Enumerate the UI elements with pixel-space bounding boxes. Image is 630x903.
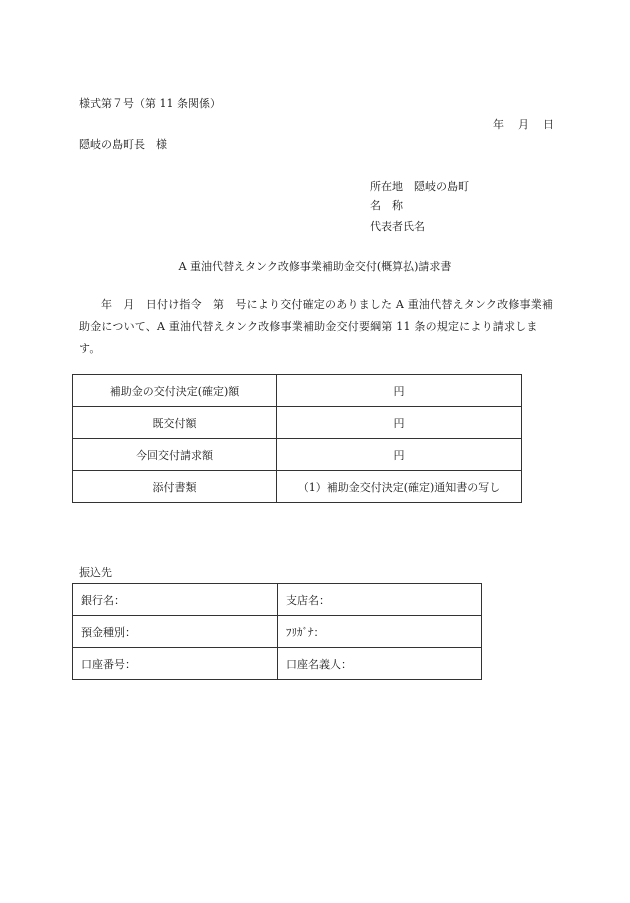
table-row bbox=[73, 648, 482, 680]
row-label: 添付書類 bbox=[73, 471, 277, 503]
table-row bbox=[73, 584, 482, 616]
table-row bbox=[73, 471, 522, 503]
row-label: 既交付額 bbox=[73, 407, 277, 439]
row-label: 今回交付請求額 bbox=[73, 439, 277, 471]
bank-table bbox=[72, 583, 482, 680]
form-number: 様式第７号（第 11 条関係） bbox=[79, 97, 221, 110]
date-day: 日 bbox=[543, 118, 554, 131]
date-month: 月 bbox=[518, 118, 529, 131]
table-row bbox=[73, 439, 522, 471]
bank-heading: 振込先 bbox=[79, 566, 112, 579]
bank-cell: 口座番号： bbox=[73, 648, 278, 680]
row-value: 円 bbox=[277, 439, 522, 471]
bank-cell: 口座名義人： bbox=[278, 648, 482, 680]
bank-cell: 預金種別： bbox=[73, 616, 278, 648]
row-value: 円 bbox=[277, 407, 522, 439]
row-value: 円 bbox=[277, 375, 522, 407]
date-year: 年 bbox=[493, 118, 504, 131]
row-value: （1）補助金交付決定(確定)通知書の写し bbox=[277, 471, 522, 503]
bank-cell: 銀行名： bbox=[73, 584, 278, 616]
table-row bbox=[73, 616, 482, 648]
sender-representative: 代表者氏名 bbox=[370, 220, 425, 233]
sender-address: 所在地 隠岐の島町 bbox=[370, 180, 469, 193]
bank-cell: 支店名： bbox=[278, 584, 482, 616]
row-label: 補助金の交付決定(確定)額 bbox=[73, 375, 277, 407]
bank-cell: ﾌﾘｶﾞﾅ： bbox=[278, 616, 482, 648]
body-text: 年 月 日付け指令 第 号により交付確定のありました A 重油代替えタンク改修事業補助金について、A 重油代替えタンク改修事業補助金交付要綱第 11 条の規定により請求します。 bbox=[79, 298, 554, 355]
document-title: A 重油代替えタンク改修事業補助金交付(概算払)請求書 bbox=[178, 260, 452, 273]
addressee: 隠岐の島町長 様 bbox=[79, 138, 167, 151]
table-row bbox=[73, 407, 522, 439]
date-line bbox=[493, 119, 554, 130]
request-table bbox=[72, 374, 522, 503]
sender-name: 名 称 bbox=[370, 199, 403, 212]
table-row bbox=[73, 375, 522, 407]
